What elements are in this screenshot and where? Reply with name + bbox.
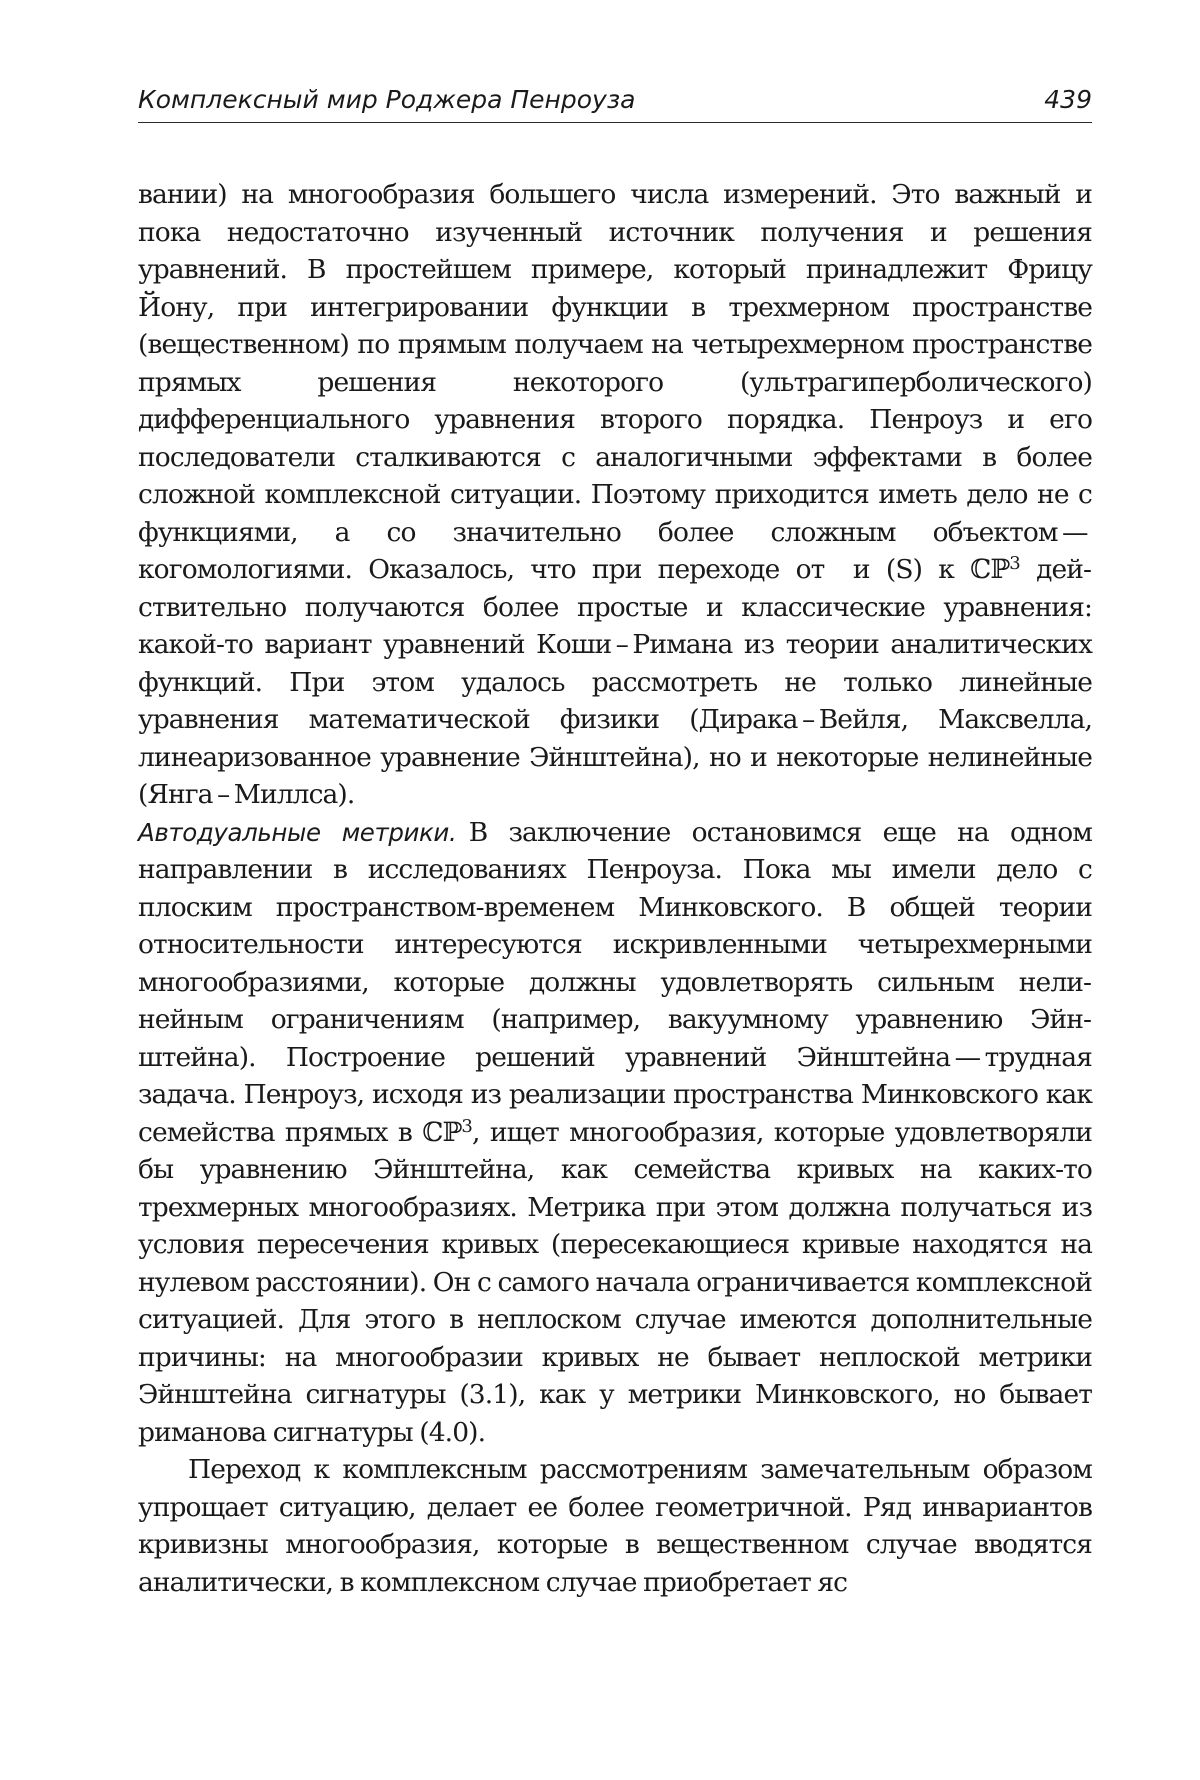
paragraph-3-text: Переход к комплексным рассмотрениям замечательным образом упрощает ситуацию, делает ее более геометричной. Ряд инвариантов кривизны многообразия, которые в вещественном случае вводятся аналитически, в комплексном случае приобретает яс (138, 1454, 1092, 1598)
body-text (138, 176, 1092, 1601)
paragraph-2-text-a: В заключение остановимся еще на одном направлении в исследованиях Пенроуза. Пока мы имели дело с плоским пространством-временем Минковского. В общей теории относительности интересуются искривленными четырехмерными многообразиями, которые должны удовлетворять сильным нелинейным ограничениям (например, вакуумному уравнению Эйнштейна). Построение решений уравнений Эйнштейна — трудная задача. Пенроуз, исходя из реализации пространства Минковского как семейства прямых в (138, 816, 1092, 1148)
paragraph-1-text-b: действительно получаются более простые и классические уравнения: какой-то вариант уравнений Коши – Римана из теории аналитических функций. При этом удалось рассмотреть не только линейные уравнения математической физики (Дирака – Вейля, Максвелла, линеаризованное уравнение Эйнштейна), но и некоторые нелинейные (Янга – Миллса). (138, 554, 1092, 810)
cp-exponent: 3 (461, 1115, 472, 1137)
run-in-heading: Автодуальные метрики. (138, 817, 457, 847)
page-number: 439 (1044, 85, 1092, 114)
paragraph-1 (138, 176, 1092, 814)
cp-exponent: 3 (1009, 553, 1020, 574)
paragraph-2-text-b: , ищет многообразия, которые удовлетворяли бы уравнению Эйнштейна, как семейства кривых на каких-то трехмерных многообразиях. Метрика при этом должна получаться из условия пересечения кривых (пересекающиеся кривые находятся на нулевом расстоянии). Он с самого начала ограничивается комплексной ситуацией. Для этого в неплоском случае имеются дополнительные причины: на многообразии кривых не бывает неплоской метрики Эйнштейна сигнатуры (3.1), как у метрики Минковского, но бывает риманова сигнатуры (4.0). (138, 1116, 1092, 1448)
running-head-title: Комплексный мир Роджера Пенроуза (138, 85, 636, 114)
cp-symbol: ℂℙ (970, 554, 1010, 585)
cp-symbol: ℂℙ (422, 1116, 462, 1148)
paragraph-3 (138, 1451, 1092, 1601)
running-head (138, 78, 1092, 123)
paragraph-2 (138, 814, 1092, 1452)
paragraph-1-text-a: вании) на многообразия большего числа измерений. Это важный и пока недостаточно изученный источник получения и решения уравнений. В простейшем примере, который принадлежит Фрицу Йону, при интегрировании функции в трехмерном пространстве (вещественном) по прямым получаем на четырехмерном пространстве прямых решения некоторого (ультрагиперболического) дифференциального уравнения второго порядка. Пенроуз и его последователи сталкиваются с аналогичными эффектами в более сложной комплексной ситуации. Поэтому приходится иметь дело не с функциями, а со значительно более сложным объектом — когомологиями. Оказалось, что при переходе от и (S) к (138, 179, 1092, 585)
